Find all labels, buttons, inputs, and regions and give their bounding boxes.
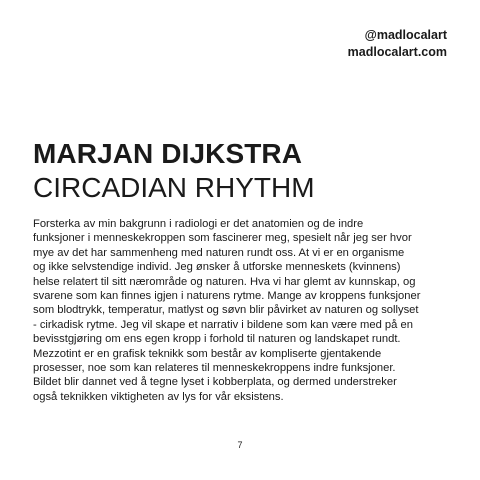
header-contact bbox=[348, 27, 447, 61]
artist-statement bbox=[33, 217, 453, 404]
statement-line: og ikke selvstendige individ. Jeg ønsker å utforske menneskets (kvinnens) bbox=[33, 261, 401, 274]
website-link[interactable]: madlocalart.com bbox=[347, 45, 447, 59]
page-number: 7 bbox=[237, 440, 243, 450]
statement-line: bevisstgjøring om ens egen kropp i forhold til naturen og landskapet rundt. bbox=[33, 333, 401, 346]
statement-line: prosesser, noe som kan relateres til menneskekroppens indre funksjoner. bbox=[33, 362, 396, 375]
statement-line: Forsterka av min bakgrunn i radiologi er det anatomien og de indre bbox=[33, 218, 364, 230]
statement-line: Mezzotint er en grafisk teknikk som består av kompliserte gjentakende bbox=[33, 347, 382, 360]
statement-line: funksjoner i menneskekroppen som fascinerer meg, spesielt når jeg ser hvor bbox=[33, 232, 412, 245]
statement-line: som blodtrykk, temperatur, matlyst og søvn blir påvirket av naturen og sollyset bbox=[33, 304, 419, 317]
statement-line: også teknikken viktigheten av lys for vår eksistens. bbox=[33, 390, 284, 403]
statement-line: mye av det har sammenheng med naturen rundt oss. At vi er en organisme bbox=[33, 246, 405, 259]
statement-line: helse relatert til sitt nærområde og naturen. Hva vi har glemt av kunnskap, og bbox=[33, 275, 416, 288]
statement-line: - cirkadisk rytme. Jeg vil skape et narrativ i bildene som kan være med på en bbox=[33, 318, 413, 331]
artist-name: MARJAN DIJKSTRA bbox=[33, 138, 303, 169]
instagram-handle[interactable]: @madlocalart bbox=[364, 28, 447, 42]
work-title: CIRCADIAN RHYTHM bbox=[33, 172, 315, 203]
statement-line: svarene som kan finnes igjen i naturens rytme. Mange av kroppens funksjoner bbox=[33, 290, 421, 303]
statement-line: Bildet blir dannet ved å tegne lyset i kobberplata, og dermed understreker bbox=[33, 376, 397, 389]
